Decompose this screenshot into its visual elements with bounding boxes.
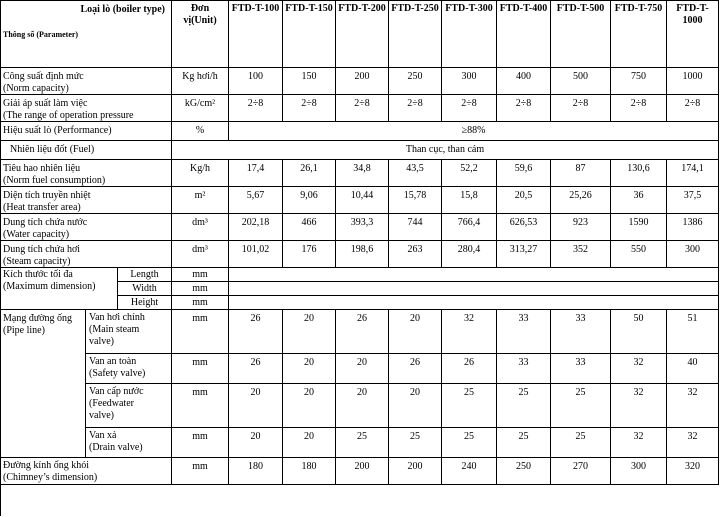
row-merged-value: ≥88% <box>229 122 719 141</box>
row-value: 5,67 <box>229 187 283 214</box>
pipe-valve-label-line-1: Van cấp nước <box>89 386 144 397</box>
row-value: 240 <box>442 458 497 485</box>
row-label-line-2: (The range of operation pressure <box>3 110 134 121</box>
dimension-label-line-1: Kích thước tối đa <box>3 269 73 280</box>
row-value: 43,5 <box>389 160 442 187</box>
header-boiler-type: Loại lò (boiler type) <box>80 4 165 15</box>
row-label-line-1: Công suất định mức <box>3 71 84 82</box>
header-model: FTD-T-150 <box>283 0 336 68</box>
pipe-valve-label-line-2: (Main steam <box>89 324 140 335</box>
pipe-value: 26 <box>336 310 389 354</box>
row-value: 36 <box>611 187 667 214</box>
row-label <box>0 95 172 122</box>
pipe-value: 32 <box>442 310 497 354</box>
row-value: 300 <box>667 241 719 268</box>
pipe-value: 26 <box>229 310 283 354</box>
pipe-value: 33 <box>497 310 551 354</box>
row-value: 200 <box>336 68 389 95</box>
pipe-value: 20 <box>389 384 442 428</box>
pipe-unit: mm <box>172 354 229 384</box>
row-value: 200 <box>336 458 389 485</box>
row-merged-value: Than cục, than cám <box>172 141 719 160</box>
pipe-valve-label-line-2: (Drain valve) <box>89 442 143 453</box>
row-value: 280,4 <box>442 241 497 268</box>
row-label <box>0 241 172 268</box>
header-model: FTD-T-1000 <box>667 0 719 68</box>
pipe-value: 25 <box>497 428 551 458</box>
header-model: FTD-T-100 <box>229 0 283 68</box>
pipe-value: 25 <box>551 384 611 428</box>
pipe-valve-label-line-1: Van an toàn <box>89 356 137 367</box>
row-label-line-1: Giải áp suất làm việc <box>3 98 88 109</box>
row-value: 180 <box>229 458 283 485</box>
row-value: 500 <box>551 68 611 95</box>
row-label-line-2: (Norm capacity) <box>3 83 69 94</box>
row-value: 270 <box>551 458 611 485</box>
row-label-line-1: Tiêu hao nhiên liệu <box>3 163 81 174</box>
row-value: 15,8 <box>442 187 497 214</box>
pipe-value: 50 <box>611 310 667 354</box>
row-label-line-1: Đường kính ống khói <box>3 460 89 471</box>
pipe-unit: mm <box>172 310 229 354</box>
row-value: 2÷8 <box>551 95 611 122</box>
row-value: 198,6 <box>336 241 389 268</box>
row-value: 59,6 <box>497 160 551 187</box>
header-model: FTD-T-500 <box>551 0 611 68</box>
row-label-line-2: (Steam capacity) <box>3 256 71 267</box>
row-value: 26,1 <box>283 160 336 187</box>
row-value: 174,1 <box>667 160 719 187</box>
row-value: 176 <box>283 241 336 268</box>
row-value: 300 <box>611 458 667 485</box>
header-model: FTD-T-250 <box>389 0 442 68</box>
pipe-value: 33 <box>497 354 551 384</box>
header-model: FTD-T-200 <box>336 0 389 68</box>
row-value: 1000 <box>667 68 719 95</box>
dimension-unit: mm <box>172 296 229 310</box>
pipe-valve-label-line-2: (Safety valve) <box>89 368 146 379</box>
row-label <box>0 187 172 214</box>
row-label <box>0 160 172 187</box>
row-value: 100 <box>229 68 283 95</box>
header-model: FTD-T-400 <box>497 0 551 68</box>
row-value: 1590 <box>611 214 667 241</box>
header-parameter: Thông số (Parameter) <box>3 30 79 39</box>
row-value: 202,18 <box>229 214 283 241</box>
row-value: 15,78 <box>389 187 442 214</box>
pipe-valve-label-line-2: (Feedwater <box>89 398 134 409</box>
row-value: 923 <box>551 214 611 241</box>
row-label-line-1: Diện tích truyền nhiệt <box>3 190 91 201</box>
row-value: 250 <box>389 68 442 95</box>
row-value: 2÷8 <box>389 95 442 122</box>
row-value: 130,6 <box>611 160 667 187</box>
row-label-line-2: (Chimney’s dimension) <box>3 472 98 483</box>
dimension-value-empty <box>229 296 719 310</box>
row-unit: Kg hơi/h <box>172 68 229 95</box>
row-value: 17,4 <box>229 160 283 187</box>
pipe-value: 32 <box>611 384 667 428</box>
row-label-line-1: Dung tích chứa hơi <box>3 244 81 255</box>
pipe-value: 20 <box>283 384 336 428</box>
row-value: 34,8 <box>336 160 389 187</box>
row-label-line-1: Nhiên liệu đốt (Fuel) <box>10 144 95 155</box>
row-value: 263 <box>389 241 442 268</box>
row-value: 101,02 <box>229 241 283 268</box>
row-value: 320 <box>667 458 719 485</box>
row-label <box>0 458 172 485</box>
row-unit: % <box>172 122 229 141</box>
row-label <box>0 68 172 95</box>
pipe-value: 25 <box>551 428 611 458</box>
pipe-line-label <box>0 310 86 458</box>
pipe-value: 20 <box>229 428 283 458</box>
pipe-line-label-line-2: (Pipe line) <box>3 325 45 336</box>
pipe-value: 32 <box>611 428 667 458</box>
pipe-unit: mm <box>172 428 229 458</box>
row-unit: mm <box>172 458 229 485</box>
dimension-value-empty <box>229 268 719 282</box>
row-value: 2÷8 <box>497 95 551 122</box>
row-value: 9,06 <box>283 187 336 214</box>
header-model: FTD-T-300 <box>442 0 497 68</box>
row-value: 766,4 <box>442 214 497 241</box>
row-label-line-1: Dung tích chứa nước <box>3 217 88 228</box>
row-value: 2÷8 <box>611 95 667 122</box>
dimension-sub-label: Length <box>118 268 172 282</box>
pipe-value: 26 <box>389 354 442 384</box>
pipe-valve-label-line-1: Van xả <box>89 430 117 441</box>
dimension-label <box>0 268 118 310</box>
row-value: 550 <box>611 241 667 268</box>
row-value: 2÷8 <box>667 95 719 122</box>
dimension-sub-label: Height <box>118 296 172 310</box>
pipe-value: 25 <box>442 428 497 458</box>
row-label <box>0 122 172 141</box>
row-value: 466 <box>283 214 336 241</box>
row-value: 25,26 <box>551 187 611 214</box>
pipe-valve-label-line-3: valve) <box>89 410 114 421</box>
pipe-valve-label-line-3: valve) <box>89 336 114 347</box>
row-value: 200 <box>389 458 442 485</box>
pipe-value: 32 <box>667 428 719 458</box>
pipe-valve-label <box>86 384 172 428</box>
row-value: 150 <box>283 68 336 95</box>
header-unit: Đơn vị(Unit) <box>172 0 229 68</box>
row-value: 2÷8 <box>336 95 389 122</box>
dimension-label-line-2: (Maximum dimension) <box>3 281 96 292</box>
row-value: 52,2 <box>442 160 497 187</box>
pipe-value: 33 <box>551 310 611 354</box>
row-value: 2÷8 <box>229 95 283 122</box>
row-value: 744 <box>389 214 442 241</box>
row-value: 750 <box>611 68 667 95</box>
row-value: 400 <box>497 68 551 95</box>
pipe-value: 25 <box>497 384 551 428</box>
row-label <box>0 141 172 160</box>
row-value: 37,5 <box>667 187 719 214</box>
row-value: 313,27 <box>497 241 551 268</box>
row-value: 87 <box>551 160 611 187</box>
row-value: 2÷8 <box>283 95 336 122</box>
pipe-value: 40 <box>667 354 719 384</box>
pipe-value: 20 <box>336 384 389 428</box>
pipe-valve-label <box>86 428 172 458</box>
row-label <box>0 214 172 241</box>
row-unit: dm³ <box>172 241 229 268</box>
row-label-line-2: (Water capacity) <box>3 229 70 240</box>
header-param-cell <box>0 0 172 68</box>
dimension-sub-label: Width <box>118 282 172 296</box>
pipe-value: 32 <box>667 384 719 428</box>
row-value: 10,44 <box>336 187 389 214</box>
row-value: 300 <box>442 68 497 95</box>
header-model: FTD-T-750 <box>611 0 667 68</box>
row-label-line-1: Hiệu suất lò (Performance) <box>3 125 112 136</box>
row-value: 250 <box>497 458 551 485</box>
row-value: 180 <box>283 458 336 485</box>
pipe-value: 26 <box>442 354 497 384</box>
pipe-valve-label <box>86 310 172 354</box>
pipe-value: 20 <box>336 354 389 384</box>
pipe-line-label-line-1: Mạng đường ống <box>3 313 73 324</box>
row-label-line-2: (Norm fuel consumption) <box>3 175 106 186</box>
pipe-value: 32 <box>611 354 667 384</box>
row-value: 2÷8 <box>442 95 497 122</box>
pipe-value: 20 <box>229 384 283 428</box>
row-value: 626,53 <box>497 214 551 241</box>
pipe-value: 26 <box>229 354 283 384</box>
pipe-value: 20 <box>283 310 336 354</box>
pipe-valve-label-line-1: Van hơi chính <box>89 312 145 323</box>
pipe-unit: mm <box>172 384 229 428</box>
row-unit: kG/cm² <box>172 95 229 122</box>
dimension-unit: mm <box>172 282 229 296</box>
row-value: 393,3 <box>336 214 389 241</box>
row-label-line-2: (Heat transfer area) <box>3 202 81 213</box>
row-value: 352 <box>551 241 611 268</box>
pipe-value: 25 <box>336 428 389 458</box>
pipe-value: 20 <box>389 310 442 354</box>
pipe-value: 51 <box>667 310 719 354</box>
row-value: 1386 <box>667 214 719 241</box>
pipe-valve-label <box>86 354 172 384</box>
pipe-value: 20 <box>283 354 336 384</box>
dimension-unit: mm <box>172 268 229 282</box>
pipe-value: 33 <box>551 354 611 384</box>
row-unit: Kg/h <box>172 160 229 187</box>
row-value: 20,5 <box>497 187 551 214</box>
pipe-value: 25 <box>442 384 497 428</box>
row-unit: dm³ <box>172 214 229 241</box>
dimension-value-empty <box>229 282 719 296</box>
row-unit: m² <box>172 187 229 214</box>
pipe-value: 20 <box>283 428 336 458</box>
pipe-value: 25 <box>389 428 442 458</box>
